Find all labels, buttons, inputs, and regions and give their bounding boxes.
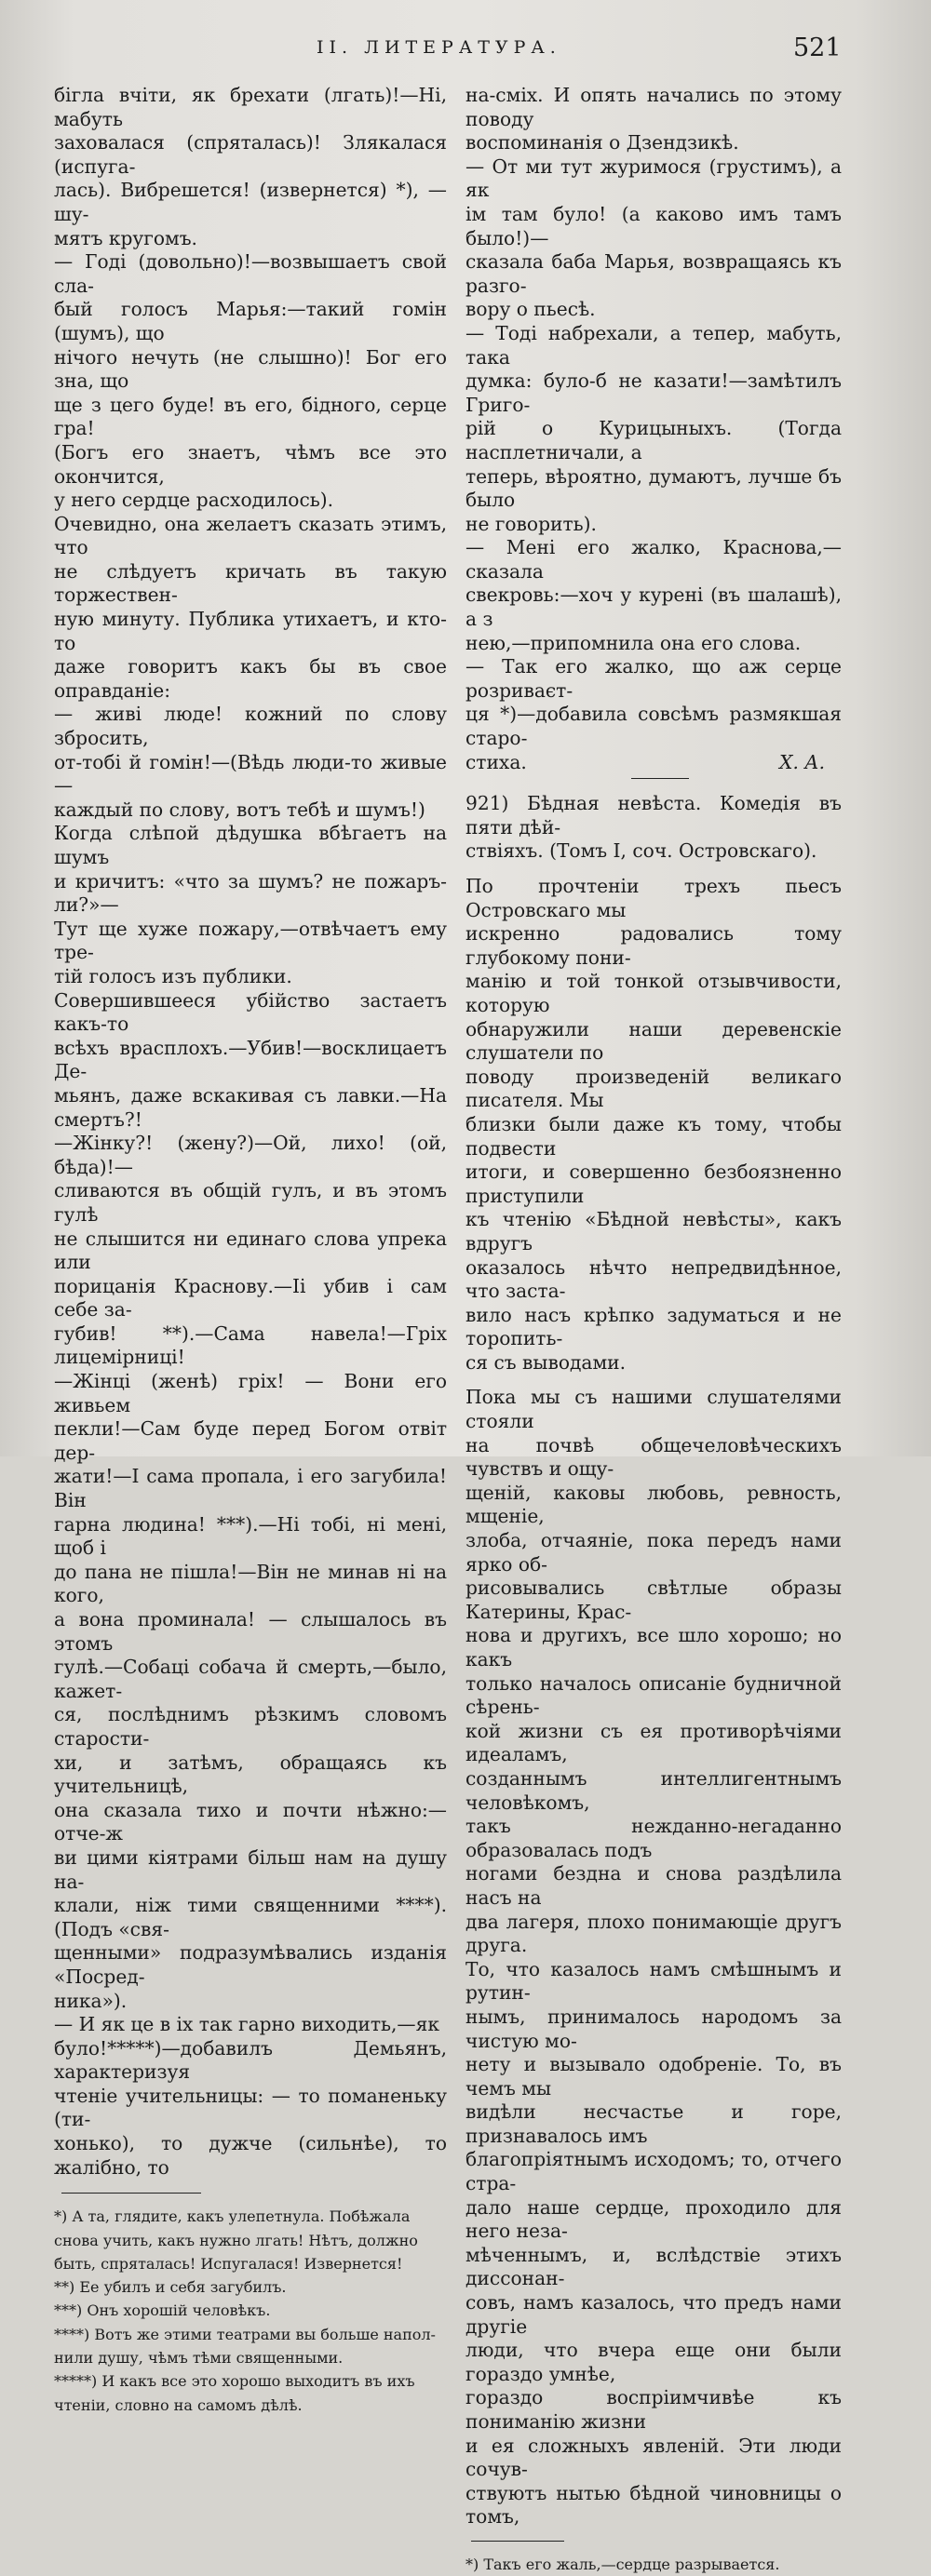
footnote: **) Ее убилъ и себя загубилъ. <box>54 2278 287 2297</box>
spacer <box>466 1375 842 1386</box>
paragraph: Очевидно, она желаетъ сказать этимъ, что не слѣдуетъ кричать въ такую торжествен- ную минуту. Публика утихаетъ, и кто-то даже говоритъ какъ бы въ свое оправданіе: — живі люде! кожний по слову збросить, от-тобі й гомін!—(Вѣдь люди-то живые— каждый по слову, вотъ тебѣ и шумъ!) <box>54 512 447 821</box>
paragraph: бігла вчіти, як брехати (лгать)!—Ні, мабуть заховалася (спряталась)! Злякалася (испуга- лась). Вибрешется! (извернется) *), — шу- мятъ кругомъ. <box>54 84 447 249</box>
paragraph: Совершившееся убійство застаетъ какъ-то всѣхъ врасплохъ.—Убив!—восклицаетъ Де- мьянъ, даже вскакивая съ лавки.—На смертъ?! —Жінку?! (жену?)—Ой, лихо! (ой, бѣда)!— сливаются въ общій гулъ, и въ этомъ гулѣ не слышится ни единаго слова упрека или порицанія Краснову.—Іі убив і сам себе за- губив! **).—Сама навела!—Гріх лицемірниці! —Жінці (женѣ) гріх! — Вони его живьем пекли!—Сам буде перед Богом отвіт дер- жати!—І сама пропала, і его загубила! Він гарна людина! ***).—Ні тобі, ні мені, щоб і до пана не пішла!—Він не минав ні на кого, а вона проминала! — слышалось въ этомъ гулѣ.—Собаці собача й смерть,—было, кажет- ся, послѣднимъ рѣзкимъ словомъ старости- хи, и затѣмъ, обращаясь къ учительницѣ, она сказала тихо и почти нѣжно:—отче-ж ви цими кіятрами більш нам на душу на- клали, ніж тими священними ****). (Подъ «свя- щенными» подразумѣвались изданія «Посред- ника»). <box>54 988 447 2012</box>
paragraph: Пока мы съ нашими слушателями стояли на почвѣ общечеловѣческихъ чувствъ и ощу- щеній, каковы любовь, ревность, мщеніе, злоба, отчаяніе, пока передъ нами ярко об- рисовывались свѣтлые образы Катерины, Крас- нова и другихъ, все шло хорошо; но какъ только началось описаніе будничной сѣрень- кой жизни съ ея противорѣчіями идеаламъ, созданнымъ интеллигентнымъ человѣкомъ, такъ нежданно-негаданно образовалась подъ ногами бездна и снова раздѣлила насъ на два лагеря, плохо понимающіе другъ друга. То, что казалось намъ смѣшнымъ и рутин- нымъ, принималось народомъ за чистую мо- нету и вызывало одобреніе. То, въ чемъ мы видѣли несчастье и горе, признавалось имъ благопріятнымъ исходомъ; то, отчего стра- дало наше сердце, проходило для него неза- мѣченнымъ, и, вслѣдствіе этихъ диссонан- совъ, намъ казалось, что предъ нами другіе люди, что вчера еще они были гораздо умнѣе, гораздо воспріимчивѣе къ пониманію жизни и ея сложныхъ явленій. Эти люди сочув- ствуютъ нытью бѣдной чиновницы о томъ, <box>466 1386 842 2529</box>
paragraph: — Годі (довольно)!—возвышаетъ свой сла- бый голосъ Марья:—такий гомін (шумъ), що нічого нечуть (не слышно)! Бог его зна, що ще з цего буде! въ его, бідного, серце гра! (Богъ его знаетъ, чѣмъ все это окончится, у него сердце расходилось). <box>54 250 447 512</box>
section-heading: 921) Бѣдная невѣста. Комедія въ пяти дѣй- ствіяхъ. (Томъ I, соч. Островскаго). <box>466 792 842 863</box>
footnote: ***) Онъ хорошій человѣкъ. <box>54 2301 271 2320</box>
page-number: 521 <box>793 34 842 62</box>
paragraph: Когда слѣпой дѣдушка вбѣгаетъ на шумъ и кричитъ: «что за шумъ? не пожаръ-ли?»— Тут ще хуже пожару,—отвѣчаетъ ему тре- тій голосъ изъ публики. <box>54 822 447 987</box>
footnote: ****) Вотъ же этими театрами вы больше напол- нили душу, чѣмъ тѣми священными. <box>54 2325 436 2368</box>
footnote-divider <box>61 2193 201 2194</box>
spacer <box>466 864 842 875</box>
paragraph: — Так его жалко, що аж серце розриваєт- ця *)—добавила совсѣмъ размякшая старо- стиха. <box>466 655 842 773</box>
paragraph: — И як це в іх так гарно виходить,—як було!*****)—добавилъ Демьянъ, характеризуя чтеніе учительницы: — то поманеньку (ти- хонько), то дужче (сильнѣе), то жалібно, то <box>54 2013 447 2179</box>
author-signature: Х. А. <box>779 750 825 773</box>
footnote: *) А та, глядите, какъ улепетнула. Побѣжала снова учить, какъ нужно лгать! Нѣтъ, должно быть, спряталась! Испугалася! Извернется! <box>54 2207 418 2273</box>
running-head: II. ЛИТЕРАТУРА. <box>317 37 561 58</box>
page-header <box>0 34 931 71</box>
right-column <box>466 84 842 2576</box>
section-divider <box>631 778 689 779</box>
paragraph: По прочтеніи трехъ пьесъ Островскаго мы искренно радовались тому глубокому пони- манію и той тонкой отзывчивости, которую обнаружили наши деревенскіе слушатели по поводу произведеній великаго писателя. Мы близки были даже къ тому, чтобы подвести итоги, и совершенно безбоязненно приступили къ чтенію «Бѣдной невѣсты», какъ вдругъ оказалось нѣчто непредвидѣнное, что заста- вило насъ крѣпко задуматься и не торопить- ся съ выводами. <box>466 875 842 1374</box>
paragraph: на-сміх. И опять начались по этому поводу воспоминанія о Дзендзикѣ. <box>466 84 842 154</box>
footnote: *****) И какъ все это хорошо выходитъ въ ихъ чтеніи, словно на самомъ дѣлѣ. <box>54 2372 415 2414</box>
footnote-divider <box>471 2541 564 2542</box>
paragraph: — Тоді набрехали, а тепер, мабуть, така думка: було-б не казати!—замѣтилъ Григо- рій о Курицыныхъ. (Тогда насплетничали, а теперь, вѣроятно, думаютъ, лучше бъ было не говорить). <box>466 321 842 535</box>
paragraph: — Мені его жалко, Краснова,—сказала свекровь:—хоч у курені (въ шалашѣ), а з нею,—припомнила она его слова. <box>466 536 842 654</box>
paragraph: — От ми тут журимося (грустимъ), а як ім там було! (а каково имъ тамъ было!)— сказала баба Марья, возвращаясь къ разго- вору о пьесѣ. <box>466 154 842 321</box>
left-column <box>54 84 447 2417</box>
footnote: *) Такъ его жаль,—сердце разрывается. <box>466 2555 780 2573</box>
